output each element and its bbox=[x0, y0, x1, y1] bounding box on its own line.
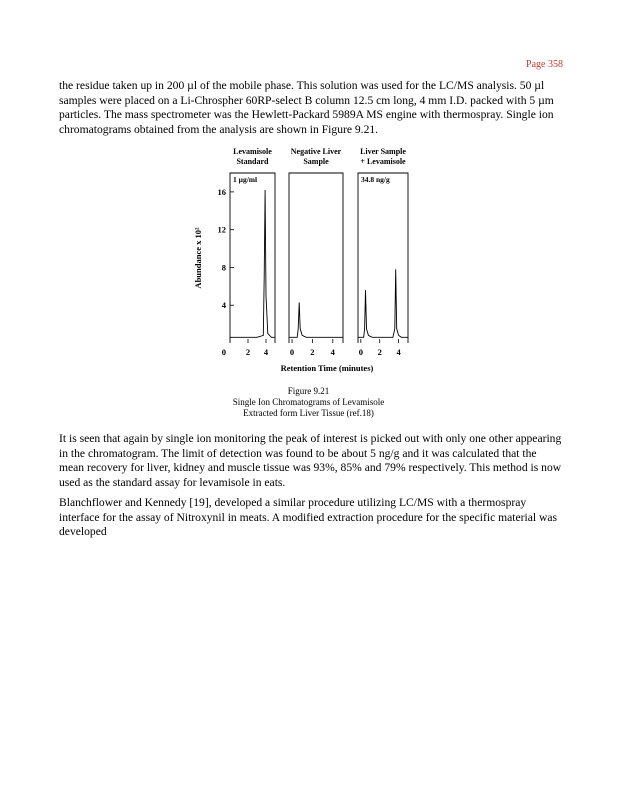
x-axis-label: Retention Time (minutes) bbox=[280, 363, 374, 373]
x-tick-label: 0 bbox=[289, 347, 295, 357]
x-tick-label: 4 bbox=[263, 347, 269, 357]
x-tick-label: 4 bbox=[396, 347, 401, 357]
panel-title: Negative Liver bbox=[290, 147, 342, 156]
page-number: Page 358 bbox=[526, 59, 563, 70]
chromatogram-trace bbox=[230, 190, 275, 337]
panel-subtitle: + Levamisole bbox=[360, 157, 406, 166]
y-tick-label: 16 bbox=[217, 186, 226, 197]
paragraph-3: Blanchflower and Kennedy [19], developed a similar procedure utilizing LC/MS with a thermospray interface for the assay of Nitroxynil in meats. A modified extraction procedure for the specific material was developed bbox=[59, 496, 558, 539]
x-tick-label: 2 bbox=[245, 347, 251, 357]
paragraph-2: It is seen that again by single ion monitoring the peak of interest is picked out with only one other appearing in the chromatogram. The limit of detection was found to be about 5 ng/g and it was calculated that the mean recovery for liver, kidney and muscle tissue was 93%, 85% and 79% respectively. This method is now used as the standard assay for levamisole in eats. bbox=[59, 432, 562, 489]
x-tick-label: 4 bbox=[330, 347, 335, 357]
panel-title: Levamisole bbox=[233, 147, 272, 156]
y-tick-label: 4 bbox=[221, 300, 226, 311]
y-tick-label: 0 bbox=[221, 347, 226, 357]
panel-title: Liver Sample bbox=[360, 147, 406, 156]
chromatogram-trace bbox=[289, 302, 343, 337]
panel-annotation: 1 µg/ml bbox=[233, 175, 258, 184]
panel-frame bbox=[358, 173, 408, 343]
figure-caption-title: Figure 9.21 bbox=[287, 386, 330, 396]
y-tick-label: 12 bbox=[217, 224, 226, 235]
y-tick-label: 8 bbox=[221, 262, 226, 273]
chromatogram-svg bbox=[185, 143, 435, 378]
panel-annotation: 34.8 ng/g bbox=[361, 175, 390, 184]
panel-frame bbox=[289, 173, 343, 343]
y-axis-label: Abundance x 10² bbox=[193, 227, 203, 289]
panel-subtitle: Standard bbox=[236, 157, 269, 166]
figure-caption-line-2: Extracted form Liver Tissue (ref.18) bbox=[243, 408, 374, 418]
x-tick-label: 0 bbox=[358, 347, 363, 357]
panel-subtitle: Sample bbox=[303, 157, 329, 166]
chromatogram-trace bbox=[358, 269, 408, 337]
x-tick-label: 2 bbox=[377, 347, 382, 357]
figure-9-21-chart bbox=[185, 143, 435, 378]
panel-frame bbox=[230, 173, 275, 343]
paragraph-1: the residue taken up in 200 µl of the mobile phase. This solution was used for the LC/MS analysis. 50 µl samples were placed on a Li-Chrospher 60RP-select B column 12.5 cm long, 4 mm I.D. packed with 5 µm particles. The mass spectrometer was the Hewlett-Packard 5989A MS engine with thermospray. Single ion chromatograms obtained from the analysis are shown in Figure 9.21. bbox=[59, 79, 554, 136]
x-tick-label: 2 bbox=[310, 347, 315, 357]
figure-caption-line-1: Single Ion Chromatograms of Levamisole bbox=[232, 397, 385, 407]
